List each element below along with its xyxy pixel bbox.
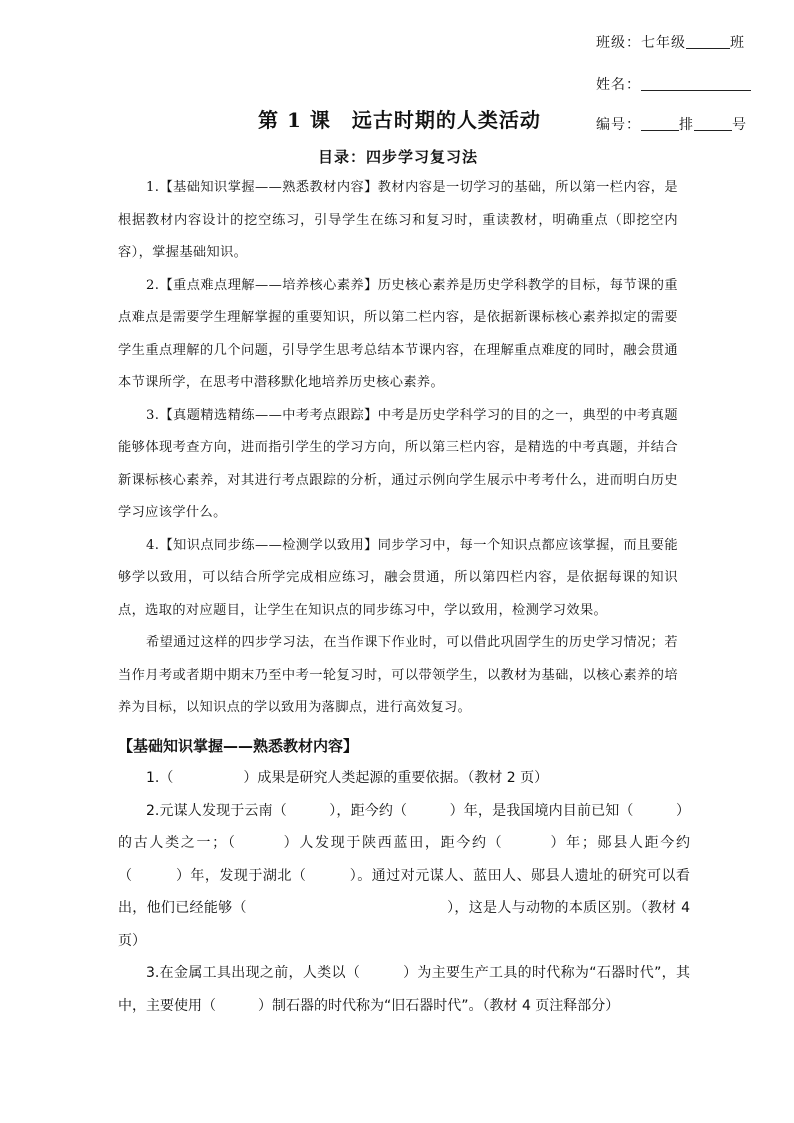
name-field — [596, 74, 751, 94]
intro-paragraph: 3.【真题精选精练——中考考点跟踪】中考是历史学科学习的目的之一，典型的中考真题能够体现考查方向，进而指引学生的学习方向，所以第三栏内容，是精选的中考真题，并结合新课标核心素养，对其进行考点跟踪的分析，通过示例向学生展示中考考什么，进而明白历史学习应该学什么。 — [118, 407, 678, 520]
intro-section — [118, 172, 678, 725]
question-item: 1.（ ）成果是研究人类起源的重要依据。（教材 2 页） — [146, 770, 549, 786]
question-list — [118, 762, 690, 1022]
question-item: 3.在金属工具出现之前，人类以（ ）为主要生产工具的时代称为“石器时代”，其中，主要使用（ ）制石器的时代称为“旧石器时代”。（教材 4 页注释部分） — [118, 965, 690, 1014]
section-heading: 【基础知识掌握——熟悉教材内容】 — [118, 737, 359, 755]
name-label: 姓名： — [596, 77, 641, 93]
intro-paragraph: 2.【重点难点理解——培养核心素养】历史核心素养是历史学科教学的目标，每节课的重点难点是需要学生理解掌握的重要知识，所以第二栏内容，是依据新课标核心素养拟定的需要学生重点理解的几个问题，引导学生思考总结本节课内容，在理解重点难度的同时，融会贯通本节课所学，在思考中潜移默化地培养历史核心素养。 — [118, 277, 678, 390]
row-blank[interactable] — [641, 116, 679, 131]
question-item: 2.元谋人发现于云南（ ），距今约（ ）年，是我国境内目前已知（ ）的古人类之一；（ ）人发现于陕西蓝田，距今约（ ）年；郧县人距今约（ ）年，发现于湖北（ ）。通过对元谋人、蓝田人、郧县人遗址的研究可以看出，他们已经能够（ ），这是人与动物的本质区别。（教材 4 页） — [118, 802, 690, 949]
seat-suffix: 号 — [732, 117, 747, 133]
number-label: 编号： — [596, 117, 641, 133]
number-field — [596, 114, 747, 134]
class-label: 班级：七年级 — [596, 35, 686, 51]
name-blank[interactable] — [641, 76, 751, 91]
contents-subtitle: 目录：四步学习复习法 — [318, 148, 479, 166]
class-suffix: 班 — [730, 35, 745, 51]
intro-paragraph: 希望通过这样的四步学习法，在当作课下作业时，可以借此巩固学生的历史学习情况；若当作月考或者期中期末乃至中考一轮复习时，可以带领学生，以教材为基础，以核心素养的培养为目标，以知识点的学以致用为落脚点，进行高效复习。 — [118, 635, 678, 715]
class-blank[interactable] — [686, 34, 730, 49]
seat-blank[interactable] — [694, 116, 732, 131]
row-suffix: 排 — [679, 117, 694, 133]
intro-paragraph: 4.【知识点同步练——检测学以致用】同步学习中，每一个知识点都应该掌握，而且要能够学以致用，可以结合所学完成相应练习，融会贯通，所以第四栏内容，是依据每课的知识点，选取的对应题目，让学生在知识点的同步练习中，学以致用，检测学习效果。 — [118, 537, 678, 618]
class-field — [596, 32, 745, 52]
intro-paragraph: 1.【基础知识掌握——熟悉教材内容】教材内容是一切学习的基础，所以第一栏内容，是根据教材内容设计的挖空练习，引导学生在练习和复习时，重读教材，明确重点（即挖空内容），掌握基础知识。 — [118, 180, 678, 260]
lesson-title: 第 1 课 远古时期的人类活动 — [258, 108, 541, 132]
